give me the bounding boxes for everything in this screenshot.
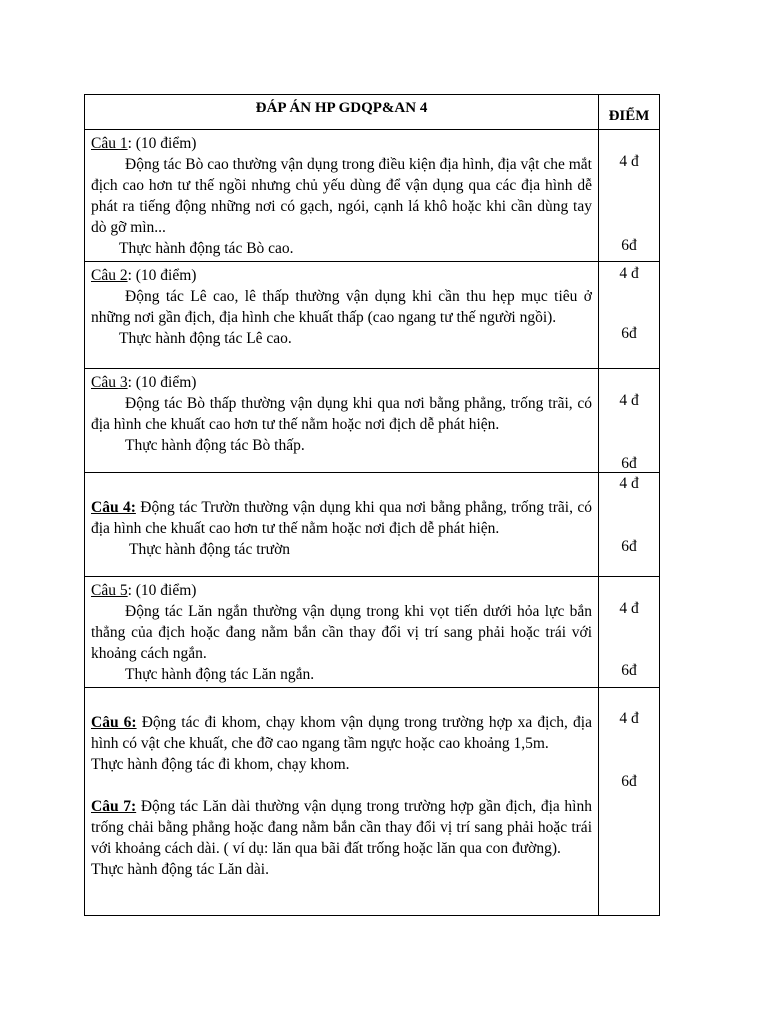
question-content-2 — [85, 262, 599, 369]
question-title-3: Câu 3 — [91, 374, 128, 391]
question-title-5: Câu 5 — [91, 582, 128, 599]
table-title: ĐÁP ÁN HP GDQP&AN 4 — [255, 99, 428, 116]
question-practice-5: Thực hành động tác Lăn ngắn. — [125, 666, 315, 683]
question-content-4 — [85, 473, 599, 577]
question-row-5 — [85, 577, 660, 688]
score-cell-2 — [599, 262, 660, 369]
header-row — [85, 95, 660, 130]
question-practice-7: Thực hành động tác Lăn dài. — [91, 861, 269, 878]
score-theory-6: 4 đ — [619, 710, 639, 727]
score-practice-4: 6đ — [621, 538, 637, 555]
question-title-6: Câu 6: — [91, 714, 137, 731]
question-points-2: : (10 điểm) — [127, 267, 197, 284]
score-cell-5 — [599, 577, 660, 688]
question-text-7: Động tác Lăn dài thường vận dụng trong trường hợp gần địch, địa hình trống chải bằng phẳng hoặc đang nằm bắn cần thay đổi vị trí sang phải hoặc trái với khoảng cách dài. ( ví dụ: lăn qua bãi đất trống hoặc lăn qua con đường). — [91, 798, 592, 857]
score-cell-4 — [599, 473, 660, 577]
question-practice-1: Thực hành động tác Bò cao. — [119, 240, 294, 257]
question-text-1: Động tác Bò cao thường vận dụng trong điều kiện địa hình, địa vật che mắt địch cao hơn tư thế ngồi nhưng chủ yếu dùng để vận dụng qua các địa hình dễ phát ra tiếng động những nơi có gạch, ngói, cạnh lá khô hoặc khi cần dùng tay dò gỡ mìn... — [91, 156, 592, 236]
score-cell-6-7 — [599, 688, 660, 916]
score-practice-6: 6đ — [621, 773, 637, 790]
question-title-1: Câu 1 — [91, 135, 128, 152]
question-practice-4: Thực hành động tác trườn — [129, 541, 291, 558]
question-practice-3: Thực hành động tác Bò thấp. — [125, 437, 305, 454]
answer-key-table — [84, 94, 660, 916]
question-content-3 — [85, 369, 599, 473]
question-row-4 — [85, 473, 660, 577]
question-points-5: : (10 điểm) — [127, 582, 197, 599]
score-cell-1 — [599, 130, 660, 262]
question-practice-2: Thực hành động tác Lê cao. — [119, 330, 292, 347]
question-row-2 — [85, 262, 660, 369]
score-practice-2: 6đ — [621, 325, 637, 342]
score-practice-5: 6đ — [621, 662, 637, 679]
score-cell-3 — [599, 369, 660, 473]
question-text-2: Động tác Lê cao, lê thấp thường vận dụng khi cần thu hẹp mục tiêu ở những nơi gần địch, địa hình che khuất thấp (cao ngang tư thế người ngồi). — [91, 288, 592, 326]
question-content-5 — [85, 577, 599, 688]
question-content-1 — [85, 130, 599, 262]
score-practice-3: 6đ — [621, 455, 637, 472]
question-title-4: Câu 4: — [91, 499, 136, 516]
question-row-1 — [85, 130, 660, 262]
question-row-6-7 — [85, 688, 660, 916]
score-header-cell — [599, 95, 660, 130]
question-text-3: Động tác Bò thấp thường vận dụng khi qua nơi bằng phẳng, trống trãi, có địa hình che khuất cao hơn tư thế nằm hoặc nơi địch dễ phát hiện. — [91, 395, 592, 433]
score-practice-1: 6đ — [621, 237, 637, 254]
score-theory-4: 4 đ — [619, 475, 639, 492]
question-points-3: : (10 điểm) — [127, 374, 197, 391]
score-theory-1: 4 đ — [619, 153, 639, 170]
question-points-1: : (10 điểm) — [127, 135, 197, 152]
score-theory-2: 4 đ — [619, 265, 639, 282]
question-practice-6: Thực hành động tác đi khom, chạy khom. — [91, 756, 350, 773]
score-theory-3: 4 đ — [619, 392, 639, 409]
question-content-6-7 — [85, 688, 599, 916]
question-title-7: Câu 7: — [91, 798, 137, 815]
score-header: ĐIỂM — [608, 107, 650, 124]
question-text-6: Động tác đi khom, chạy khom vận dụng trong trường hợp xa địch, địa hình có vật che khuất, che đỡ cao ngang tầm ngực hoặc cao khoảng 1,5m. — [91, 714, 592, 752]
question-text-4: Động tác Trườn thường vận dụng khi qua nơi bằng phẳng, trống trãi, có địa hình che khuất cao hơn tư thế nằm hoặc nơi địch dễ phát hiện. — [91, 499, 592, 537]
question-row-3 — [85, 369, 660, 473]
table-title-cell — [85, 95, 599, 130]
question-title-2: Câu 2 — [91, 267, 128, 284]
score-theory-5: 4 đ — [619, 600, 639, 617]
question-text-5: Động tác Lăn ngắn thường vận dụng trong khi vọt tiến dưới hỏa lực bắn thẳng của địch hoặc đang nằm bắn cần thay đổi vị trí sang phải hoặc trái với khoảng cách ngắn. — [91, 603, 592, 662]
